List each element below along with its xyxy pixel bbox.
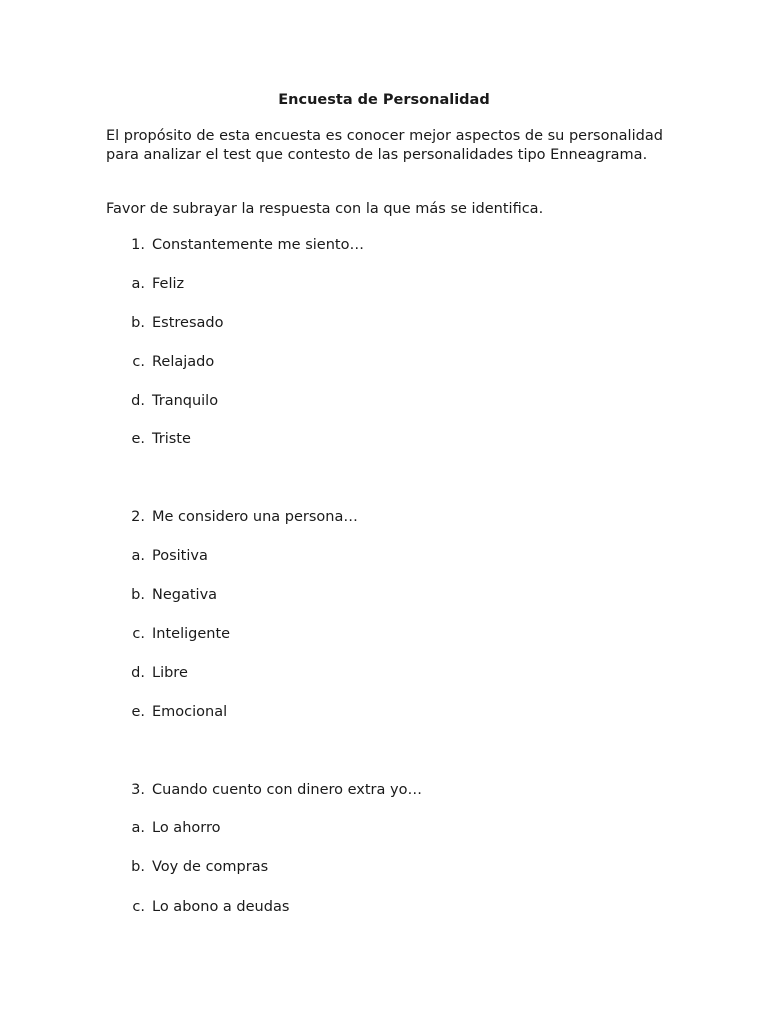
- option-letter: a.: [131, 820, 145, 836]
- option-letter: c.: [132, 899, 145, 915]
- option-letter: a.: [131, 276, 145, 292]
- option-letter: a.: [131, 548, 145, 564]
- question-text: Cuando cuento con dinero extra yo…: [152, 782, 422, 798]
- question-text: Me considero una persona…: [152, 509, 358, 525]
- option-letter: b.: [131, 587, 145, 603]
- instruction-text: Favor de subrayar la respuesta con la que más se identifica.: [106, 201, 544, 217]
- option-text: Positiva: [152, 548, 208, 564]
- option-text: Libre: [152, 665, 188, 681]
- option-letter: d.: [131, 665, 145, 681]
- option-text: Inteligente: [152, 626, 231, 642]
- option-text: Lo ahorro: [152, 820, 221, 836]
- question-number: 1.: [131, 237, 145, 253]
- option-letter: b.: [131, 315, 145, 331]
- option-letter: e.: [131, 704, 145, 720]
- option-text: Voy de compras: [152, 859, 269, 875]
- option-text: Negativa: [152, 587, 218, 603]
- option-text: Relajado: [152, 354, 215, 370]
- option-text: Feliz: [152, 276, 185, 292]
- question-number: 3.: [131, 782, 145, 798]
- option-text: Triste: [152, 431, 191, 447]
- option-letter: d.: [131, 393, 145, 409]
- question-text: Constantemente me siento…: [152, 237, 364, 253]
- intro-paragraph: El propósito de esta encuesta es conocer mejor aspectos de su personalidad para analizar el test que contesto de las personalidades tipo Enneagrama.: [106, 128, 663, 163]
- option-letter: e.: [131, 431, 145, 447]
- option-letter: c.: [132, 354, 145, 370]
- question-number: 2.: [131, 509, 145, 525]
- option-letter: c.: [132, 626, 145, 642]
- page-title: Encuesta de Personalidad: [278, 92, 490, 108]
- option-text: Tranquilo: [152, 393, 219, 409]
- option-text: Emocional: [152, 704, 228, 720]
- option-text: Estresado: [152, 315, 224, 331]
- option-text: Lo abono a deudas: [152, 899, 290, 915]
- option-letter: b.: [131, 859, 145, 875]
